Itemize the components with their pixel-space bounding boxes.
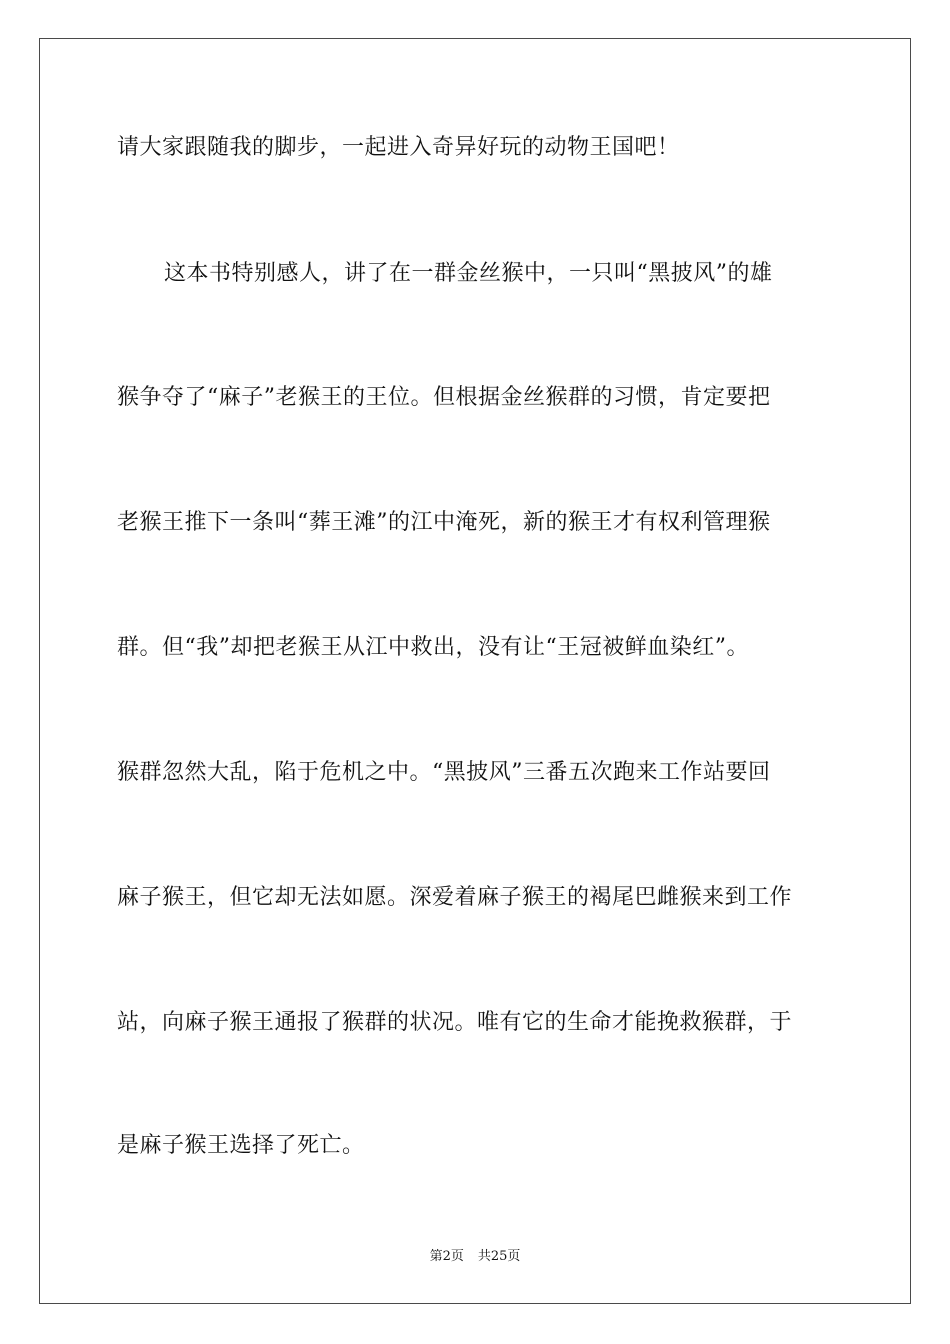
paragraph-line: 站，向麻子猴王通报了猴群的状况。唯有它的生命才能挽救猴群，于 bbox=[117, 1010, 793, 1035]
page-footer bbox=[0, 1248, 950, 1266]
paragraph-line: 猴争夺了“麻子”老猴王的王位。但根据金丝猴群的习惯，肯定要把 bbox=[117, 385, 771, 410]
page-number: 第2页 bbox=[429, 1249, 464, 1264]
page-total: 共25页 bbox=[477, 1249, 521, 1264]
paragraph-line: 群。但“我”却把老猴王从江中救出，没有让“王冠被鲜血染红”。 bbox=[117, 635, 749, 660]
paragraph-line: 请大家跟随我的脚步，一起进入奇异好玩的动物王国吧！ bbox=[117, 135, 680, 160]
page-border bbox=[39, 38, 911, 1304]
paragraph-line: 这本书特别感人，讲了在一群金丝猴中，一只叫“黑披风”的雄 bbox=[164, 261, 773, 286]
paragraph-line: 麻子猴王，但它却无法如愿。深爱着麻子猴王的褐尾巴雌猴来到工作 bbox=[117, 885, 793, 910]
paragraph-line: 是麻子猴王选择了死亡。 bbox=[117, 1133, 365, 1158]
paragraph-line: 猴群忽然大乱，陷于危机之中。“黑披风”三番五次跑来工作站要回 bbox=[117, 760, 771, 785]
paragraph-line: 老猴王推下一条叫“葬王滩”的江中淹死，新的猴王才有权利管理猴 bbox=[117, 510, 771, 535]
